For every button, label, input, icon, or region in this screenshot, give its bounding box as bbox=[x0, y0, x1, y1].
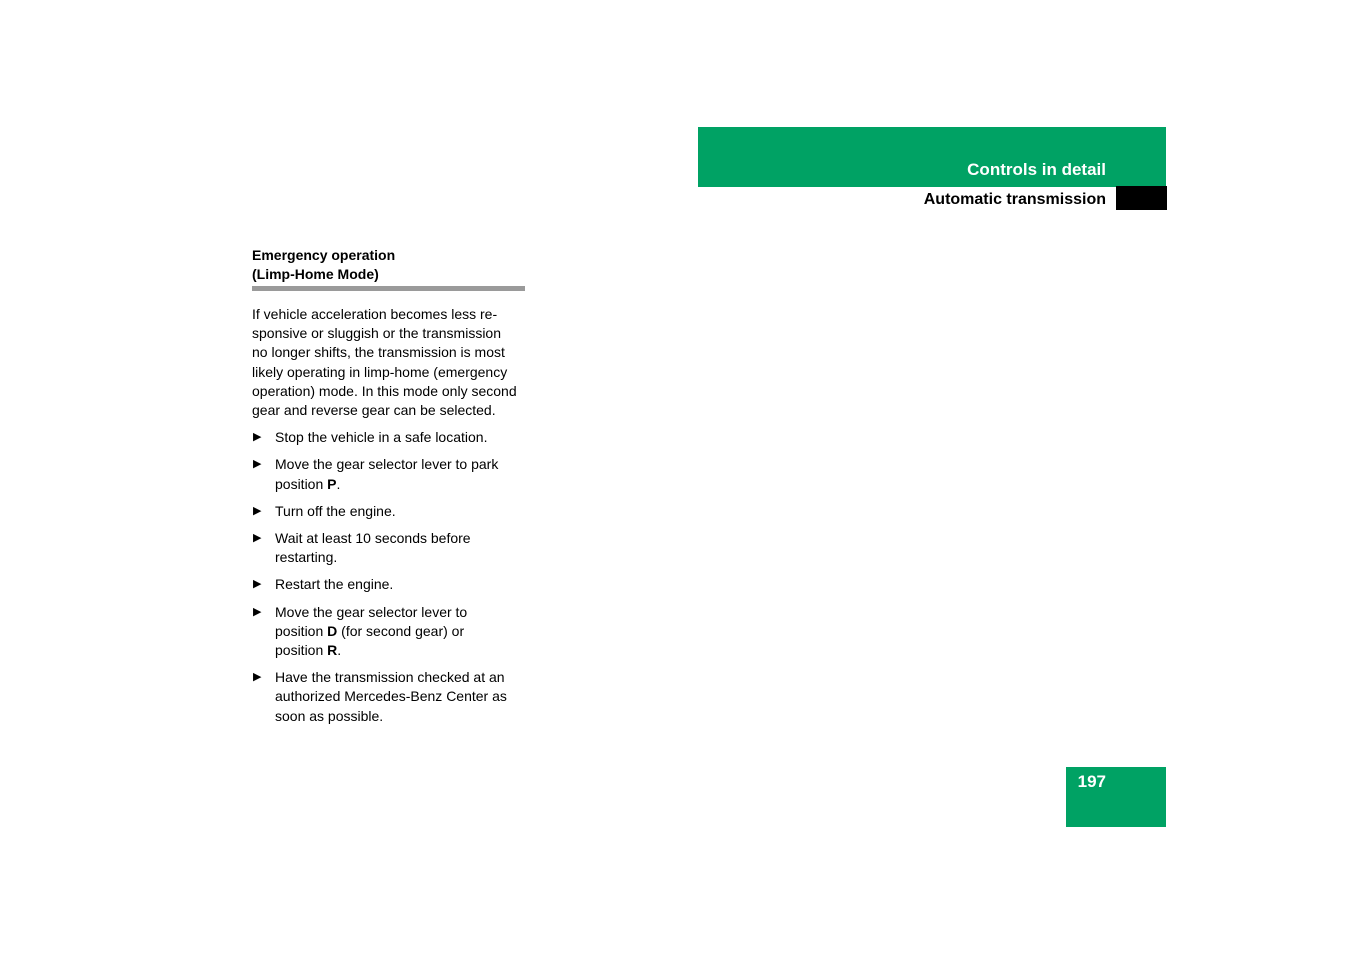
chapter-header-band bbox=[698, 127, 1166, 187]
bullet-triangle-icon: ▶ bbox=[253, 504, 262, 517]
section-heading bbox=[252, 246, 525, 291]
gear-position-d: D bbox=[327, 622, 338, 639]
heading-line-1: Emergency operation bbox=[252, 247, 396, 263]
bullet-triangle-icon: ▶ bbox=[253, 605, 262, 618]
bullet-triangle-icon: ▶ bbox=[253, 578, 262, 591]
page-number-box bbox=[1066, 767, 1166, 827]
instruction-step: ▶ Restart the engine. bbox=[252, 575, 525, 594]
intro-line: likely operating in limp-home (emergency bbox=[252, 363, 508, 380]
section-tab-marker bbox=[1116, 186, 1167, 210]
intro-line: no longer shifts, the transmission is most bbox=[252, 344, 505, 361]
intro-line: If vehicle acceleration becomes less re- bbox=[252, 306, 498, 322]
chapter-title: Controls in detail bbox=[967, 160, 1106, 179]
gear-position-p: P bbox=[327, 475, 337, 492]
instruction-step: ▶ Move the gear selector lever to park position P. bbox=[253, 456, 499, 492]
intro-line: gear and reverse gear can be selected. bbox=[252, 402, 496, 419]
section-title: Automatic transmission bbox=[923, 191, 1106, 208]
bullet-triangle-icon: ▶ bbox=[253, 458, 262, 471]
bullet-triangle-icon: ▶ bbox=[253, 671, 262, 684]
instruction-step: ▶ Turn off the engine. bbox=[252, 502, 525, 521]
instruction-step: ▶ Wait at least 10 seconds before restarting. bbox=[253, 530, 471, 566]
intro-paragraph bbox=[252, 305, 527, 420]
instruction-list bbox=[252, 428, 525, 726]
intro-line: sponsive or sluggish or the transmission bbox=[252, 325, 502, 342]
instruction-step: ▶ Move the gear selector lever to position D (for second gear) or position R. bbox=[253, 603, 468, 659]
instruction-step: ▶ Have the transmission checked at an authorized Mercedes-Benz Center as soon as possible. bbox=[253, 669, 507, 724]
bullet-triangle-icon: ▶ bbox=[253, 532, 262, 545]
instruction-step: ▶ Stop the vehicle in a safe location. bbox=[252, 428, 525, 447]
intro-line: operation) mode. In this mode only second bbox=[252, 382, 517, 399]
gear-position-r: R bbox=[327, 642, 338, 659]
content-column bbox=[252, 246, 525, 734]
bullet-triangle-icon: ▶ bbox=[253, 431, 262, 444]
page-number: 197 bbox=[1077, 772, 1106, 791]
heading-line-2: (Limp-Home Mode) bbox=[252, 266, 379, 282]
